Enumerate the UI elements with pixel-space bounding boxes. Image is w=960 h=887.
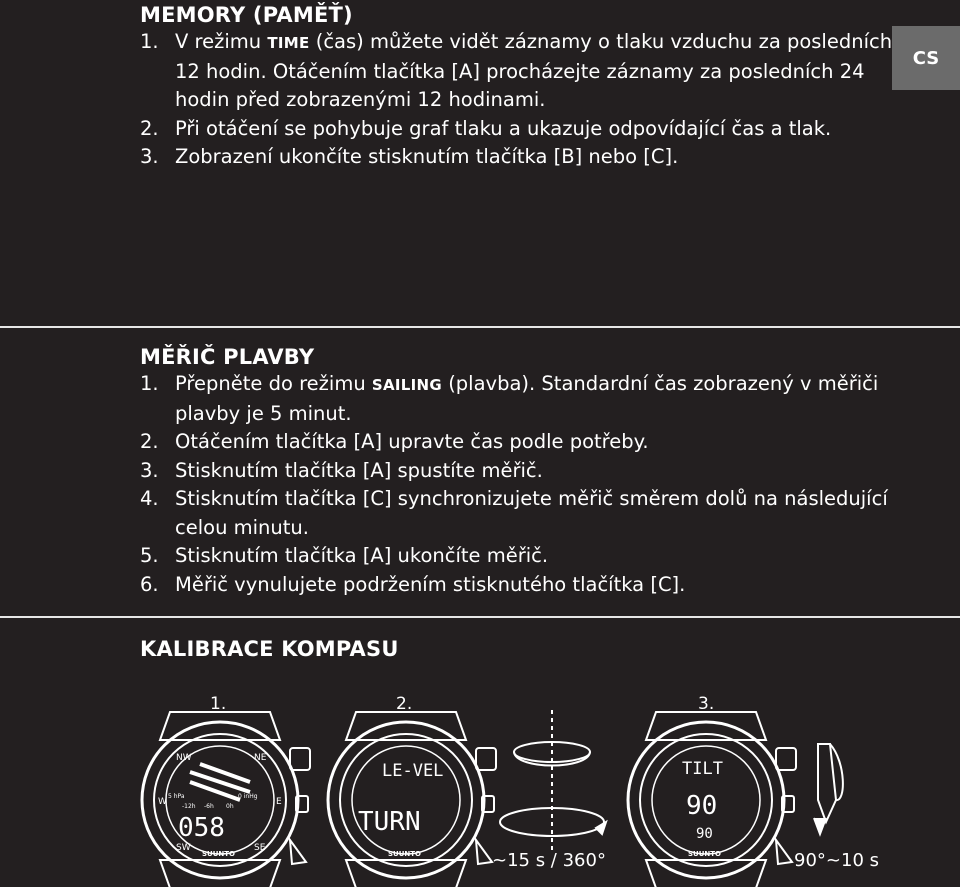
step-label-3: 3. xyxy=(698,694,715,714)
watch-display: 058 xyxy=(178,813,225,843)
button-a-icon xyxy=(290,748,310,770)
list-item: 3. Stisknutím tlačítka [A] spustíte měřič. xyxy=(140,458,543,482)
caption-rotation: ~15 s / 360° xyxy=(492,850,606,871)
svg-text:-6h: -6h xyxy=(204,803,214,810)
list-item: 4. Stisknutím tlačítka [C] synchronizujete měřič směrem dolů na následující celou minutu. xyxy=(140,487,888,539)
list-item: 1. Přepněte do režimu SAILING (plavba). Standardní čas zobrazený v měřiči plavby je 5 minut. xyxy=(140,372,879,425)
list-item: 2. Při otáčení se pohybuje graf tlaku a ukazuje odpovídající čas a tlak. xyxy=(140,116,832,140)
brand-logo: SUUNTO xyxy=(202,850,235,858)
svg-text:5 hPa: 5 hPa xyxy=(168,793,185,800)
watch-display-small: 90 xyxy=(696,826,713,842)
tilt-icon xyxy=(814,744,843,834)
mode-name: SAILING xyxy=(371,376,442,394)
brand-logo: SUUNTO xyxy=(688,850,721,858)
section-divider xyxy=(0,616,960,618)
list-item: 2. Otáčením tlačítka [A] upravte čas podle potřeby. xyxy=(140,430,649,453)
watch-2 xyxy=(328,712,496,887)
section-divider xyxy=(0,326,960,328)
watch-display-top: LE-VEL xyxy=(382,761,444,781)
button-c-icon xyxy=(290,840,306,864)
watch-display-top: TILT xyxy=(682,759,723,779)
watch-display: 90 xyxy=(686,791,718,821)
sailing-title: MĚŘIČ PLAVBY xyxy=(140,345,315,369)
compass-se: SE xyxy=(254,843,266,853)
sailing-timer-section xyxy=(140,344,900,599)
sailing-steps xyxy=(140,370,900,599)
list-item: 1. V režimu TIME (čas) můžete vidět záznamy o tlaku vzduchu za posledních 12 hodin. Otáčením tlačítka [A] procházejte záznamy za posledních 24 hodin před zobrazenými 12 hodinami. xyxy=(140,30,893,111)
memory-title: MEMORY (PAMĚŤ) xyxy=(140,3,353,27)
compass-ne: NE xyxy=(254,753,267,763)
watch-3 xyxy=(628,712,796,887)
memory-steps xyxy=(140,28,900,172)
step-label-2: 2. xyxy=(396,694,413,714)
svg-text:0 inHg: 0 inHg xyxy=(238,793,258,800)
svg-text:-12h: -12h xyxy=(182,803,196,810)
mode-name: TIME xyxy=(267,34,310,52)
list-item: 5. Stisknutím tlačítka [A] ukončíte měřič. xyxy=(140,544,549,567)
compass-w: W xyxy=(158,797,167,807)
brand-logo: SUUNTO xyxy=(388,850,421,858)
caption-tilt: 90°~10 s xyxy=(794,850,879,871)
rotation-icon xyxy=(500,710,606,852)
calibration-title: KALIBRACE KOMPASU xyxy=(140,637,399,661)
list-item: 3. Zobrazení ukončíte stisknutím tlačítka [B] nebo [C]. xyxy=(140,145,679,168)
language-tab: CS xyxy=(892,26,960,90)
compass-e: E xyxy=(276,797,282,807)
compass-calibration-section xyxy=(140,636,399,662)
watch-display: TURN xyxy=(358,807,421,837)
compass-nw: NW xyxy=(176,753,192,763)
calibration-illustration xyxy=(0,690,960,887)
step-label-1: 1. xyxy=(210,694,227,714)
compass-sw: SW xyxy=(176,843,191,853)
svg-text:0h: 0h xyxy=(226,803,234,810)
list-item: 6. Měřič vynulujete podržením stisknutého tlačítka [C]. xyxy=(140,572,686,596)
memory-section xyxy=(140,2,900,172)
watch-1 xyxy=(142,712,310,887)
